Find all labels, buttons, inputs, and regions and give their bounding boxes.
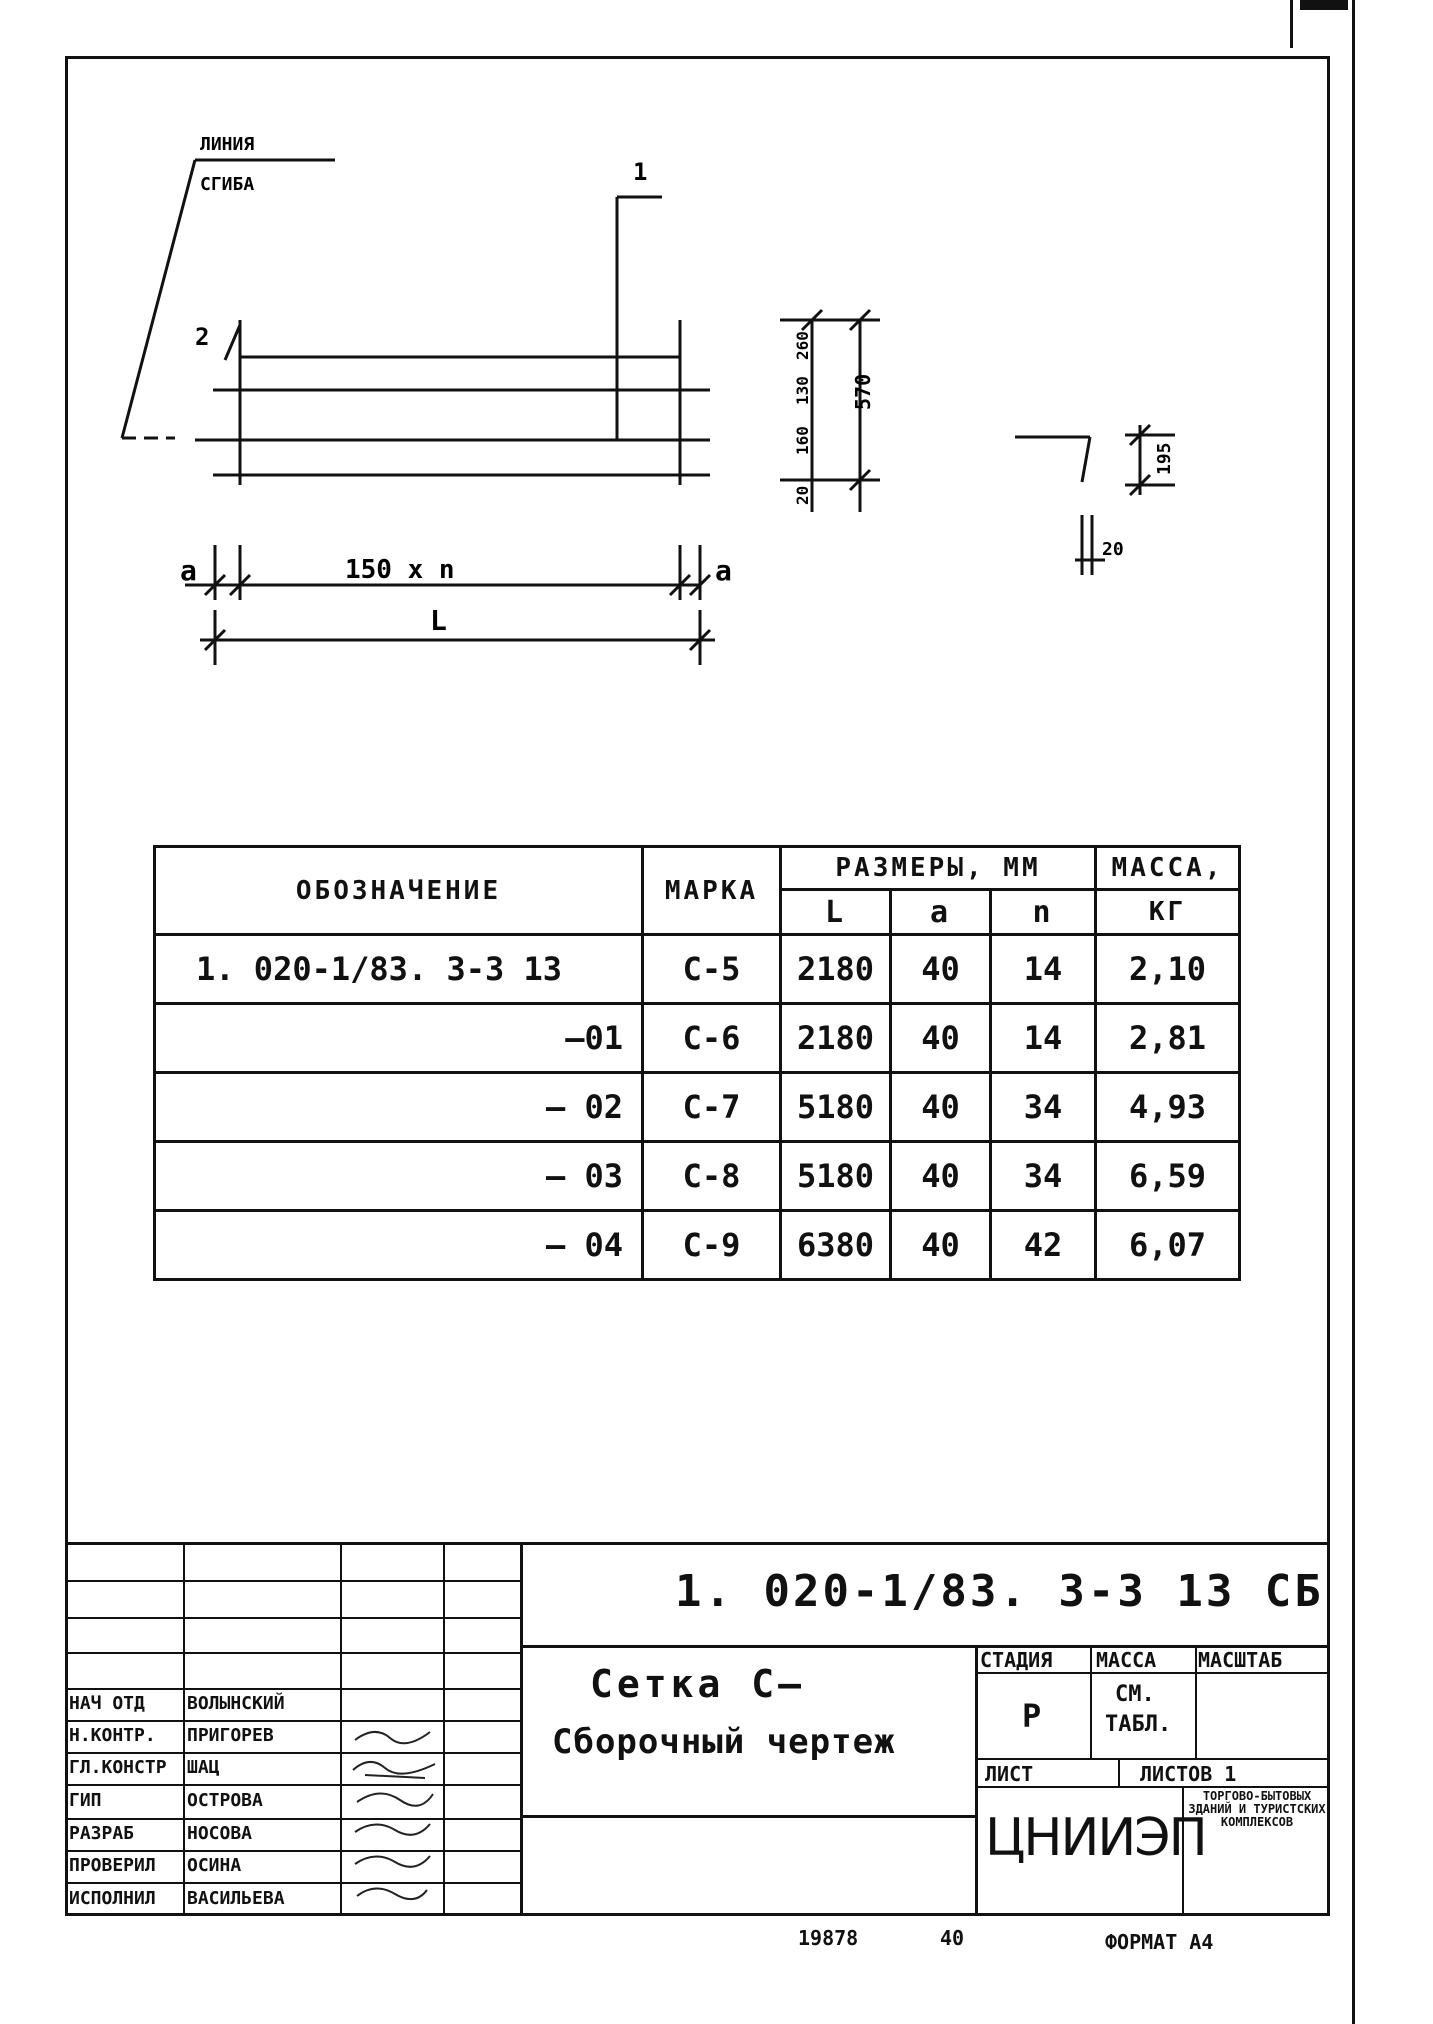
- L-cell: 5180: [781, 1073, 891, 1142]
- col-a-header: a: [891, 890, 991, 935]
- dim-a-left: a: [180, 554, 197, 587]
- mass-cell: 2,81: [1096, 1004, 1240, 1073]
- footer-format: ФОРМАТ А4: [1105, 1930, 1214, 1954]
- n-cell: 34: [991, 1073, 1096, 1142]
- col-mass-header: МАССА,: [1096, 847, 1240, 890]
- sheets-label: ЛИСТОВ 1: [1140, 1762, 1237, 1786]
- staff-name: ОСИНА: [187, 1855, 242, 1876]
- mass-value-2: ТАБЛ.: [1105, 1712, 1172, 1737]
- staff-name: ПРИГОРЕВ: [187, 1725, 274, 1746]
- col-n-header: n: [991, 890, 1096, 935]
- staff-role: ИСПОЛНИЛ: [69, 1888, 156, 1909]
- mass-label: МАССА: [1096, 1648, 1157, 1672]
- dim-260-label: 260: [793, 331, 812, 360]
- dim-L-label: L: [430, 604, 447, 637]
- mass-cell: 2,10: [1096, 935, 1240, 1004]
- staff-role: ГИП: [69, 1790, 102, 1811]
- document-code: 1. 020-1/83. 3-3 13 СБ: [675, 1566, 1324, 1617]
- mark-cell: С-7: [643, 1073, 781, 1142]
- mass-cell: 6,59: [1096, 1142, 1240, 1211]
- bend-line-label-bottom: СГИБА: [200, 174, 255, 195]
- dim-130-label: 130: [793, 376, 812, 405]
- title-line-1: Сетка С–: [590, 1662, 806, 1706]
- footer-number: 19878: [798, 1926, 859, 1950]
- table-row: [155, 935, 1240, 1004]
- designation-cell: —01: [155, 1004, 643, 1073]
- sheet-label: ЛИСТ: [985, 1762, 1034, 1786]
- org-name: ТОРГОВО-БЫТОВЫХ ЗДАНИЙ И ТУРИСТСКИХ КОМПЛЕКСОВ: [1188, 1789, 1326, 1829]
- table-row: [155, 1004, 1240, 1073]
- table-row: [155, 1073, 1240, 1142]
- a-cell: 40: [891, 1142, 991, 1211]
- staff-role: РАЗРАБ: [69, 1823, 135, 1844]
- dim-195-label: 195: [1154, 442, 1175, 475]
- mark-cell: С-5: [643, 935, 781, 1004]
- mass-cell: 6,07: [1096, 1211, 1240, 1280]
- title-line-2: Сборочный чертеж: [552, 1722, 896, 1762]
- table-row: [155, 1211, 1240, 1280]
- position-2-label: 2: [195, 323, 210, 351]
- designation-cell: — 04: [155, 1211, 643, 1280]
- a-cell: 40: [891, 1004, 991, 1073]
- dim-150n-label: 150 x n: [345, 555, 455, 585]
- col-mark-header: МАРКА: [643, 847, 781, 935]
- L-cell: 2180: [781, 935, 891, 1004]
- dim-a-right: a: [715, 554, 732, 587]
- signatures: [345, 1720, 440, 1915]
- stage-label: СТАДИЯ: [980, 1648, 1053, 1672]
- mass-value-1: СМ.: [1115, 1682, 1155, 1707]
- a-cell: 40: [891, 935, 991, 1004]
- col-L-header: L: [781, 890, 891, 935]
- mass-cell: 4,93: [1096, 1073, 1240, 1142]
- staff-role: Н.КОНТР.: [69, 1725, 156, 1746]
- staff-name: ОСТРОВА: [187, 1790, 263, 1811]
- staff-role: НАЧ ОТД: [69, 1693, 145, 1714]
- position-1-label: 1: [633, 158, 648, 186]
- designation-cell: — 02: [155, 1073, 643, 1142]
- n-cell: 34: [991, 1142, 1096, 1211]
- col-sizes-header: РАЗМЕРЫ, ММ: [781, 847, 1096, 890]
- col-designation-header: ОБОЗНАЧЕНИЕ: [155, 847, 643, 935]
- staff-name: ВОЛЫНСКИЙ: [187, 1693, 285, 1714]
- mark-cell: С-8: [643, 1142, 781, 1211]
- dim-20-label: 20: [793, 485, 812, 505]
- footer-page: 40: [940, 1926, 965, 1950]
- L-cell: 6380: [781, 1211, 891, 1280]
- designation-cell: — 03: [155, 1142, 643, 1211]
- spec-table: [153, 845, 1241, 1281]
- staff-role: ПРОВЕРИЛ: [69, 1855, 156, 1876]
- mark-cell: С-6: [643, 1004, 781, 1073]
- dim-20b-label: 20: [1102, 539, 1124, 560]
- mark-cell: С-9: [643, 1211, 781, 1280]
- L-cell: 5180: [781, 1142, 891, 1211]
- scale-label: МАСШТАБ: [1198, 1648, 1283, 1672]
- stage-value: Р: [1022, 1697, 1042, 1735]
- staff-name: НОСОВА: [187, 1823, 253, 1844]
- L-cell: 2180: [781, 1004, 891, 1073]
- a-cell: 40: [891, 1211, 991, 1280]
- bend-line-label-top: ЛИНИЯ: [200, 134, 255, 155]
- staff-role: ГЛ.КОНСТР: [69, 1757, 167, 1778]
- mesh-drawing: [0, 0, 1433, 800]
- table-row: [155, 1142, 1240, 1211]
- staff-name: ШАЦ: [187, 1757, 220, 1778]
- col-mass-unit: КГ: [1096, 890, 1240, 935]
- n-cell: 14: [991, 935, 1096, 1004]
- n-cell: 14: [991, 1004, 1096, 1073]
- a-cell: 40: [891, 1073, 991, 1142]
- n-cell: 42: [991, 1211, 1096, 1280]
- staff-name: ВАСИЛЬЕВА: [187, 1888, 285, 1909]
- dim-160-label: 160: [793, 426, 812, 455]
- org-logo: ЦНИИЭП: [985, 1808, 1206, 1868]
- dim-570-label: 570: [851, 373, 875, 410]
- designation-cell: 1. 020-1/83. 3-3 13: [155, 935, 643, 1004]
